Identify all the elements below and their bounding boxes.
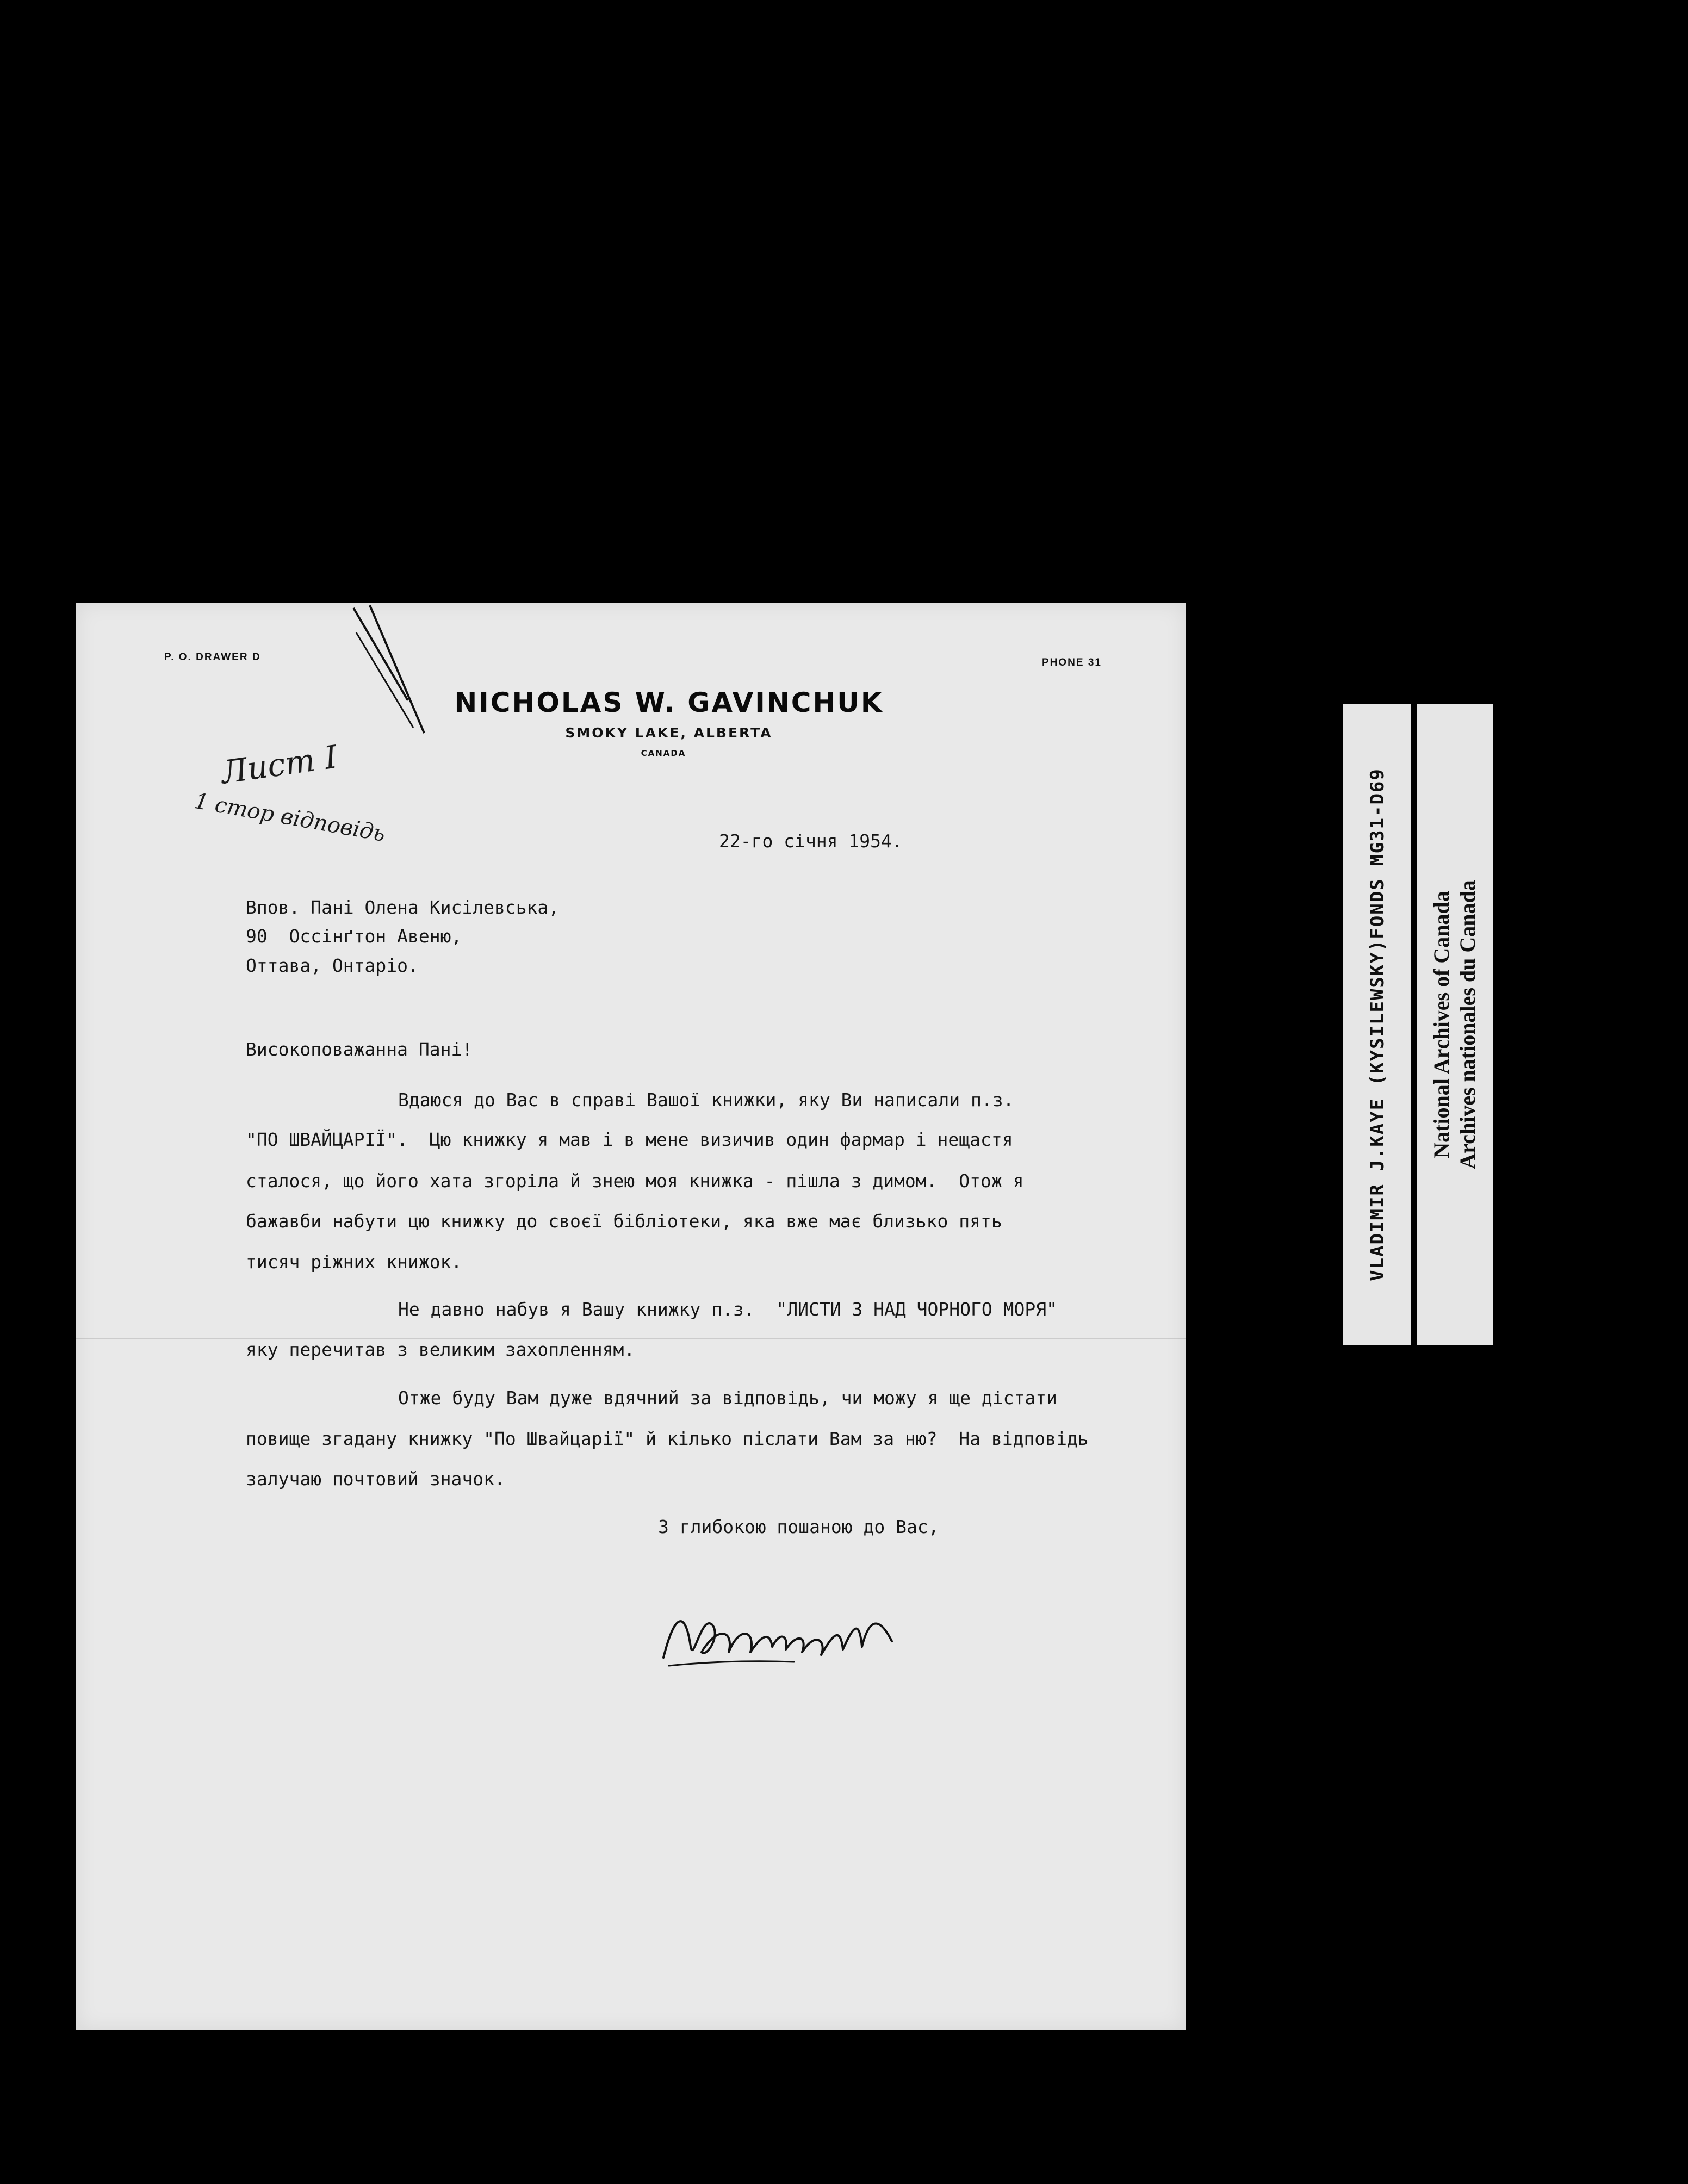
tab-divider xyxy=(1411,704,1417,1345)
fonds-label: VLADIMIR J.KAYE (KYSILEWSKY)FONDS MG31-D69 xyxy=(1366,768,1388,1281)
body-line: повище згадану книжку "По Швайцарії" й кілько післати Вам за ню? На відповідь xyxy=(246,1428,1089,1449)
institution-fr: Archives nationales du Canada xyxy=(1455,880,1480,1169)
archive-fonds-tab xyxy=(1343,704,1411,1345)
body-line: тисяч ріжних книжок. xyxy=(246,1251,462,1273)
letterhead-city: SMOKY LAKE, ALBERTA xyxy=(565,725,773,741)
body-line: яку перечитав з великим захопленням. xyxy=(246,1339,635,1360)
address-line: Впов. Пані Олена Кисілевська, xyxy=(246,897,560,918)
po-drawer: P. O. DRAWER D xyxy=(164,652,261,663)
letterhead-country: CANADA xyxy=(641,748,686,758)
institution-en: National Archives of Canada xyxy=(1429,891,1454,1158)
institution-label xyxy=(1429,880,1481,1169)
handwritten-signature xyxy=(653,1592,903,1674)
phone-number: PHONE 31 xyxy=(1042,657,1102,668)
body-line: Вдаюся до Вас в справі Вашої книжки, яку Ви написали п.з. xyxy=(398,1089,1014,1110)
closing-line: З глибокою пошаною до Вас, xyxy=(658,1516,939,1537)
handwritten-note-2: 1 стор відповідь xyxy=(193,789,387,847)
body-line: залучаю почтовий значок. xyxy=(246,1468,505,1490)
archive-institution-tab xyxy=(1417,704,1493,1345)
letterhead-name: NICHOLAS W. GAVINCHUK xyxy=(454,687,884,718)
salutation: Високоповажанна Пані! xyxy=(246,1039,473,1060)
address-line: 90 Оссінґтон Авеню, xyxy=(246,926,462,947)
body-line: Отже буду Вам дуже вдячний за відповідь, чи можу я ще дістати xyxy=(398,1387,1057,1409)
address-line: Оттава, Онтаріо. xyxy=(246,955,419,976)
body-line: сталося, що його хата згоріла й знею моя книжка - пішла з димом. Отож я xyxy=(246,1170,1024,1192)
handwritten-note-1: Лист I xyxy=(219,738,340,791)
body-line: "ПО ШВАЙЦАРІЇ". Цю книжку я мав і в мене визичив один фармар і нещастя xyxy=(246,1129,1013,1150)
body-line: бажавби набути цю книжку до своєї бібліотеки, яка вже має близько пять xyxy=(246,1211,1002,1232)
letter-date: 22-го січня 1954. xyxy=(719,830,903,852)
body-line: Не давно набув я Вашу книжку п.з. "ЛИСТИ З НАД ЧОРНОГО МОРЯ" xyxy=(398,1299,1057,1320)
letter-page xyxy=(76,603,1186,2030)
